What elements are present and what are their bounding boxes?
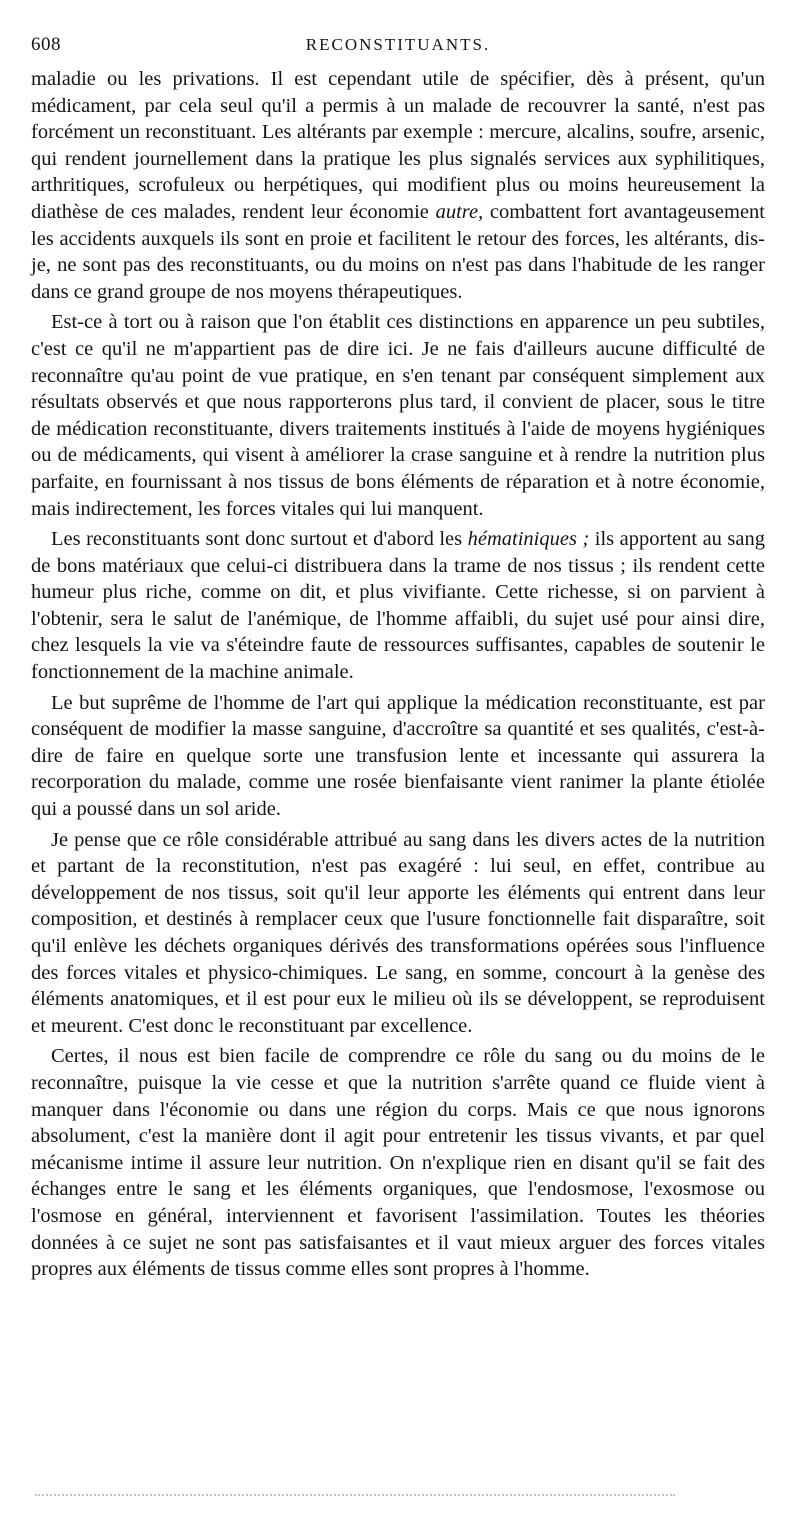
page-header (31, 30, 765, 60)
running-title: RECONSTITUANTS. (305, 35, 491, 54)
paragraph-1 (31, 66, 765, 305)
paragraph-3 (31, 526, 765, 686)
bleed-through-line (35, 1494, 675, 1496)
paragraph-text: Les reconstituants sont donc surtout et d'abord les (51, 528, 468, 551)
paragraph-text: Est-ce à tort ou à raison que l'on établit ces distinctions en apparence un peu subtiles, c'est ce qu'il ne m'appartient pas de dire ici. Je ne fais d'ailleurs aucune difficulté de reconnaître qu'au point de vue pratique, en s'en tenant par conséquent simplement aux résultats observés et que nous rapporterons plus tard, il convient de placer, sous le titre de médication reconstituante, divers traitements institués à l'aide de moyens hygiéniques ou de médicaments, qui visent à améliorer la crase sanguine et à rendre la nutrition plus parfaite, en fournissant à nos tissus de bons éléments de réparation et à notre économie, mais indirectement, les forces vitales qui lui manquent. (31, 311, 765, 520)
emphasis-text: autre (435, 200, 479, 223)
emphasis-text: hématiniques ; (467, 528, 590, 551)
paragraph-text: Je pense que ce rôle considérable attribué au sang dans les divers actes de la nutrition et partant de la reconstitution, n'est pas exagéré : lui seul, en effet, contribue au développement de nos tissus, soit qu'il leur apporte les éléments qui entrent dans leur composition, et destinés à remplacer ceux que l'usure fonctionnelle fait disparaître, soit qu'il enlève les déchets organiques dérivés des transformations opérées sous l'influence des forces vitales et physico-chimiques. Le sang, en somme, concourt à la genèse des éléments anatomiques, et il est pour eux le milieu où ils se développent, se reproduisent et meurent. C'est donc le reconstituant par excellence. (31, 828, 765, 1037)
body-text (31, 66, 765, 1283)
paragraph-4 (31, 690, 765, 823)
paragraph-text: maladie ou les privations. Il est cependant utile de spécifier, dès à présent, qu'un médicament, par cela seul qu'il a permis à un malade de recouvrer la santé, n'est pas forcément un reconstituant. Les altérants par exemple : mercure, alcalins, soufre, arsenic, qui rendent journellement dans la pratique les plus signalés services aux syphilitiques, arthritiques, scrofuleux ou herpétiques, qui modifient plus ou moins heureusement la diathèse de ces malades, rendent leur économie (31, 68, 765, 223)
paragraph-text: ils apportent au sang de bons matériaux que celui-ci distribuera dans la trame de nos tissus ; ils rendent cette humeur plus riche, comme on dit, et plus vivifiante. Cette richesse, si on parvient à l'obtenir, sera le salut de l'anémique, de l'homme affaibli, du sujet usé pour ainsi dire, chez lesquels la vie va s'éteindre faute de ressources suffisantes, capables de soutenir le fonctionnement de la machine animale. (31, 528, 765, 684)
paragraph-6 (31, 1043, 765, 1282)
paragraph-text: , combattent fort avantageusement les accidents auxquels ils sont en proie et facilitent le retour des forces, les altérants, dis-je, ne sont pas des reconstituants, ou du moins on n'est pas dans l'habitude de les ranger dans ce grand groupe de nos moyens thérapeutiques. (31, 200, 765, 303)
paragraph-5 (31, 827, 765, 1040)
paragraph-text: Le but suprême de l'homme de l'art qui applique la médication reconstituante, est par conséquent de modifier la masse sanguine, d'accroître sa quantité et ses qualités, c'est-à-dire de faire en quelque sorte une transfusion lente et incessante qui assurera la recorporation du malade, comme une rosée bienfaisante vient ranimer la plante étiolée qui a poussé dans un sol aride. (31, 691, 765, 821)
paragraph-2 (31, 309, 765, 522)
page-number: 608 (31, 34, 61, 55)
book-page (31, 30, 765, 1287)
paragraph-text: Certes, il nous est bien facile de comprendre ce rôle du sang ou du moins de le reconnaître, puisque la vie cesse et que la nutrition s'arrête quand ce fluide vient à manquer dans l'économie ou dans une région du corps. Mais ce que nous ignorons absolument, c'est la manière dont il agit pour entretenir les tissus vivants, et par quel mécanisme intime il assure leur nutrition. On n'explique rien en disant qu'il se fait des échanges entre le sang et les éléments organiques, que l'endosmose, l'exosmose ou l'osmose en général, interviennent et favorisent l'assimilation. Toutes les théories données à ce sujet ne sont pas satisfaisantes et il vaut mieux arguer des forces vitales propres aux éléments de tissus comme elles sont propres à l'homme. (31, 1045, 765, 1281)
